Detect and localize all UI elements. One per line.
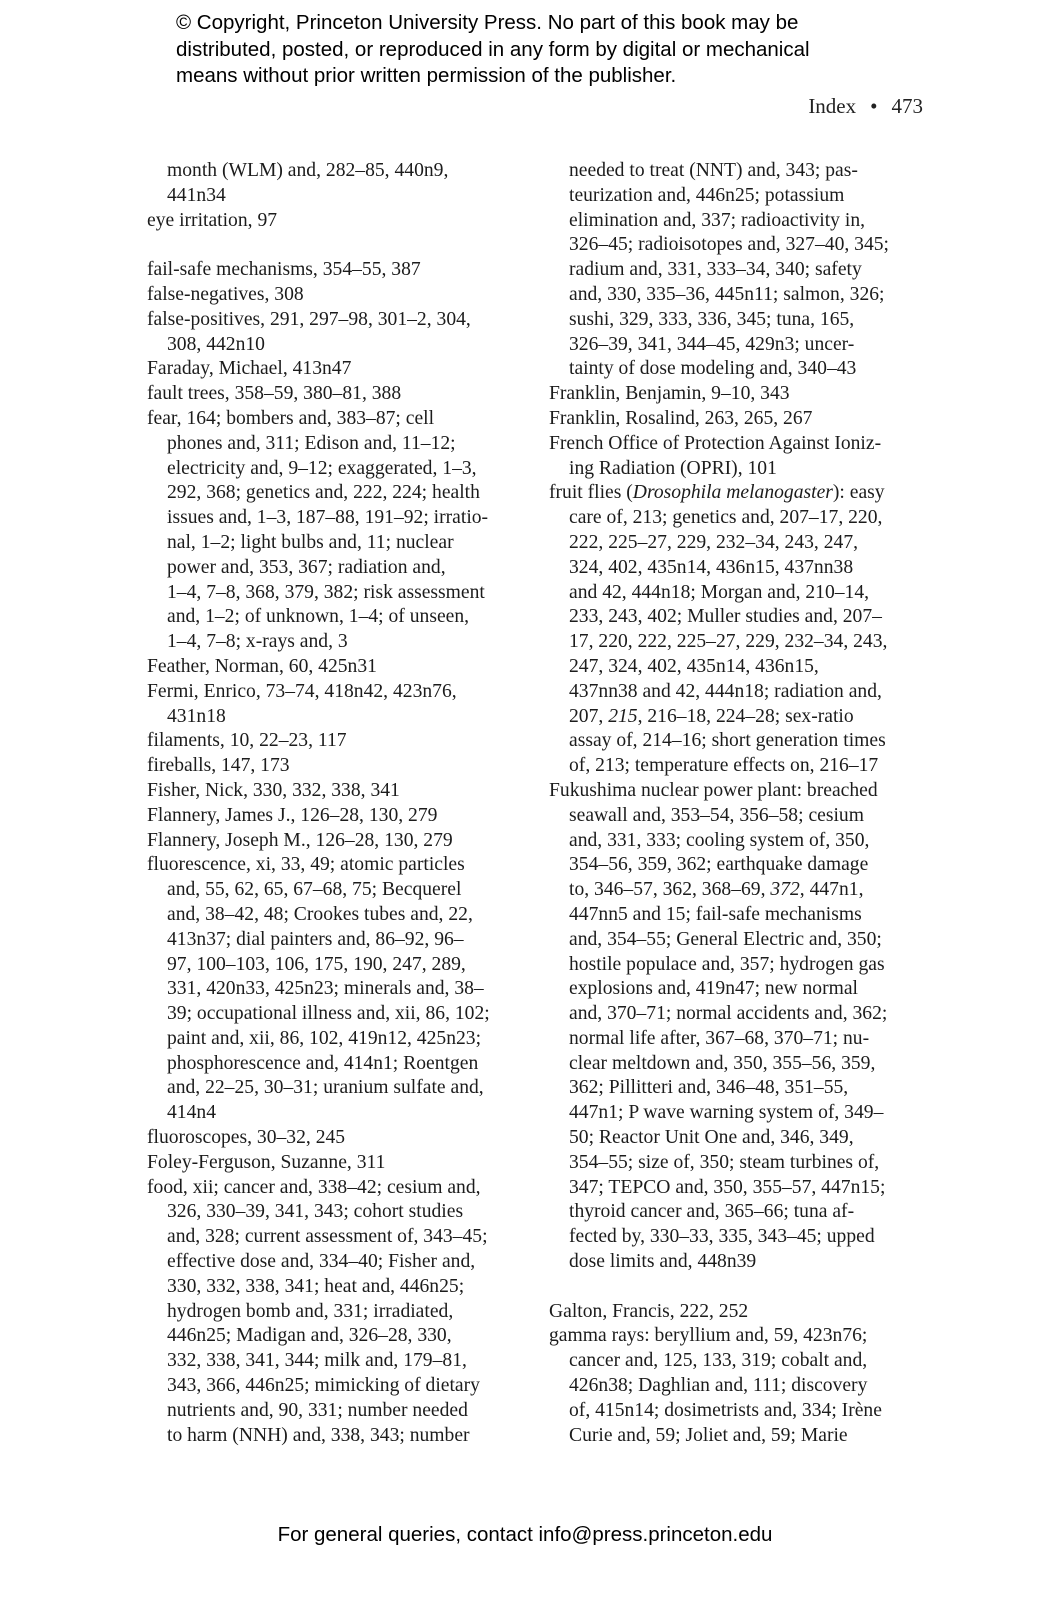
index-subentry-line: phosphorescence and, 414n1; Roentgen (167, 1052, 479, 1074)
index-entry-line: Foley-Ferguson, Suzanne, 311 (147, 1151, 386, 1173)
index-subentry-line: paint and, xii, 86, 102, 419n12, 425n23; (167, 1027, 482, 1049)
index-subentry-line: explosions and, 419n47; new normal (569, 978, 858, 1000)
index-subentry-line: 233, 243, 402; Muller studies and, 207– (569, 606, 882, 628)
index-entry-line: food, xii; cancer and, 338–42; cesium and, (147, 1176, 481, 1198)
index-subentry-line: and 42, 444n18; Morgan and, 210–14, (569, 581, 870, 603)
index-entry-line: Flannery, James J., 126–28, 130, 279 (147, 804, 438, 826)
index-subentry-line: and, 1–2; of unknown, 1–4; of unseen, (167, 606, 470, 628)
footer-contact: For general queries, contact info@press.princeton.edu (277, 1523, 773, 1546)
index-subentry-line: 331, 420n33, 425n23; minerals and, 38– (167, 978, 484, 1000)
index-subentry-line: 50; Reactor Unit One and, 346, 349, (569, 1127, 854, 1149)
index-subentry-line: 446n25; Madigan and, 326–28, 330, (167, 1325, 452, 1347)
index-subentry-line: 441n34 (167, 184, 226, 206)
index-entry-line: filaments, 10, 22–23, 117 (147, 730, 347, 752)
index-subentry-line: and, 328; current assessment of, 343–45; (167, 1226, 488, 1248)
index-subentry-line: thyroid cancer and, 365–66; tuna af- (569, 1201, 855, 1223)
index-subentry-line: 447nn5 and 15; fail-safe mechanisms (569, 903, 862, 925)
index-subentry-line: dose limits and, 448n39 (569, 1251, 757, 1273)
index-entry-line: fluorescence, xi, 33, 49; atomic particles (147, 854, 465, 876)
index-entry-line: fault trees, 358–59, 380–81, 388 (147, 383, 402, 405)
index-entry-line: fail-safe mechanisms, 354–55, 387 (147, 259, 421, 281)
index-subentry-line: sushi, 329, 333, 336, 345; tuna, 165, (569, 308, 855, 330)
index-subentry-line: 343, 366, 446n25; mimicking of dietary (167, 1375, 480, 1397)
index-subentry-line: and, 354–55; General Electric and, 350; (569, 928, 882, 950)
index-subentry-line: to, 346–57, 362, 368–69, 372, 447n1, (569, 879, 864, 901)
running-head (808, 94, 923, 119)
index-entry-line: fluoroscopes, 30–32, 245 (147, 1127, 346, 1149)
index-subentry-line: of, 213; temperature effects on, 216–17 (569, 755, 879, 777)
index-entry-line: Franklin, Benjamin, 9–10, 343 (549, 383, 790, 405)
index-subentry-line: needed to treat (NNT) and, 343; pas- (569, 160, 858, 181)
index-subentry-line: 1–4, 7–8, 368, 379, 382; risk assessment (167, 581, 485, 603)
index-subentry-line: 207, 215, 216–18, 224–28; sex-ratio (569, 705, 854, 727)
index-subentry-line: electricity and, 9–12; exaggerated, 1–3, (167, 457, 477, 479)
index-entry-line: Fermi, Enrico, 73–74, 418n42, 423n76, (147, 680, 457, 702)
index-entry-line: gamma rays: beryllium and, 59, 423n76; (549, 1325, 868, 1347)
index-column-right (549, 159, 939, 1448)
index-subentry-line: tainty of dose modeling and, 340–43 (569, 358, 857, 380)
copyright-notice (176, 10, 976, 90)
copyright-line: © Copyright, Princeton University Press. No part of this book may be (176, 11, 799, 34)
index-entry-line: Feather, Norman, 60, 425n31 (147, 655, 377, 677)
index-subentry-line: and, 55, 62, 65, 67–68, 75; Becquerel (167, 879, 462, 901)
index-subentry-line: 354–55; size of, 350; steam turbines of, (569, 1151, 880, 1173)
index-subentry-line: 1–4, 7–8; x-rays and, 3 (167, 631, 348, 653)
index-subentry-line: 362; Pillitteri and, 346–48, 351–55, (569, 1077, 849, 1099)
index-subentry-line: teurization and, 446n25; potassium (569, 184, 845, 206)
index-subentry-line: and, 38–42, 48; Crookes tubes and, 22, (167, 903, 473, 925)
index-subentry-line: 413n37; dial painters and, 86–92, 96– (167, 928, 464, 950)
index-subentry-line: 222, 225–27, 229, 232–34, 243, 247, (569, 531, 859, 553)
section-title: Index (808, 94, 857, 118)
index-subentry-line: Curie and, 59; Joliet and, 59; Marie (569, 1424, 848, 1446)
index-subentry-line: 330, 332, 338, 341; heat and, 446n25; (167, 1275, 465, 1297)
index-subentry-line: fected by, 330–33, 335, 343–45; upped (569, 1226, 875, 1248)
index-subentry-line: 326–45; radioisotopes and, 327–40, 345; (569, 234, 890, 256)
bullet-separator: • (870, 94, 878, 118)
index-subentry-line: assay of, 214–16; short generation times (569, 730, 886, 752)
index-subentry-line: clear meltdown and, 350, 355–56, 359, (569, 1052, 876, 1074)
index-entry-line: Galton, Francis, 222, 252 (549, 1300, 749, 1322)
index-subentry-line: 426n38; Daghlian and, 111; discovery (569, 1375, 868, 1397)
letter-group-gap (147, 233, 532, 258)
index-subentry-line: of, 415n14; dosimetrists and, 334; Irène (569, 1399, 882, 1421)
index-subentry-line: and, 22–25, 30–31; uranium sulfate and, (167, 1077, 484, 1099)
index-subentry-line: and, 330, 335–36, 445n11; salmon, 326; (569, 283, 885, 305)
index-subentry-line: 354–56, 359, 362; earthquake damage (569, 854, 869, 876)
index-entry-line: Faraday, Michael, 413n47 (147, 358, 352, 380)
index-subentry-line: 431n18 (167, 705, 226, 727)
index-subentry-line: hostile populace and, 357; hydrogen gas (569, 953, 885, 975)
index-subentry-line: 97, 100–103, 106, 175, 190, 247, 289, (167, 953, 466, 975)
index-entry-line: Fukushima nuclear power plant: breached (549, 779, 878, 801)
index-subentry-line: 332, 338, 341, 344; milk and, 179–81, (167, 1350, 467, 1372)
index-subentry-line: power and, 353, 367; radiation and, (167, 556, 446, 578)
index-subentry-line: ing Radiation (OPRI), 101 (569, 457, 777, 479)
index-subentry-line: radium and, 331, 333–34, 340; safety (569, 259, 862, 281)
index-entry-line: false-negatives, 308 (147, 283, 304, 305)
index-subentry-line: 308, 442n10 (167, 333, 265, 355)
index-subentry-line: issues and, 1–3, 187–88, 191–92; irratio- (167, 507, 489, 529)
index-entry-line: French Office of Protection Against Ioniz- (549, 432, 882, 454)
index-subentry-line: month (WLM) and, 282–85, 440n9, (167, 160, 449, 181)
index-subentry-line: nutrients and, 90, 331; number needed (167, 1399, 468, 1421)
index-subentry-line: 324, 402, 435n14, 436n15, 437nn38 (569, 556, 854, 578)
index-subentry-line: 326, 330–39, 341, 343; cohort studies (167, 1201, 464, 1223)
index-entry-line: fruit flies (Drosophila melanogaster): easy (549, 482, 885, 504)
index-subentry-line: to harm (NNH) and, 338, 343; number (167, 1424, 470, 1446)
index-subentry-line: 247, 324, 402, 435n14, 436n15, (569, 655, 819, 677)
index-subentry-line: nal, 1–2; light bulbs and, 11; nuclear (167, 531, 454, 553)
index-subentry-line: normal life after, 367–68, 370–71; nu- (569, 1027, 870, 1049)
index-entry-line: Flannery, Joseph M., 126–28, 130, 279 (147, 829, 453, 851)
index-subentry-line: 437nn38 and 42, 444n18; radiation and, (569, 680, 882, 702)
index-subentry-line: and, 370–71; normal accidents and, 362; (569, 1003, 888, 1025)
page-number: 473 (891, 94, 923, 118)
index-subentry-line: 347; TEPCO and, 350, 355–57, 447n15; (569, 1176, 886, 1198)
index-subentry-line: elimination and, 337; radioactivity in, (569, 209, 866, 231)
index-subentry-line: seawall and, 353–54, 356–58; cesium (569, 804, 864, 826)
index-subentry-line: 292, 368; genetics and, 222, 224; health (167, 482, 480, 504)
index-subentry-line: effective dose and, 334–40; Fisher and, (167, 1251, 476, 1273)
index-entry-line: fear, 164; bombers and, 383–87; cell (147, 407, 435, 429)
index-subentry-line: hydrogen bomb and, 331; irradiated, (167, 1300, 454, 1322)
index-subentry-line: and, 331, 333; cooling system of, 350, (569, 829, 870, 851)
letter-group-gap (549, 1275, 939, 1300)
index-subentry-line: phones and, 311; Edison and, 11–12; (167, 432, 456, 454)
index-subentry-line: 447n1; P wave warning system of, 349– (569, 1102, 884, 1124)
index-subentry-line: care of, 213; genetics and, 207–17, 220, (569, 507, 883, 529)
index-entry-line: eye irritation, 97 (147, 209, 278, 231)
index-column-left (147, 159, 532, 1448)
index-entry-line: false-positives, 291, 297–98, 301–2, 304, (147, 308, 471, 330)
index-entry-line: Fisher, Nick, 330, 332, 338, 341 (147, 779, 400, 801)
index-subentry-line: 17, 220, 222, 225–27, 229, 232–34, 243, (569, 631, 888, 653)
index-subentry-line: 414n4 (167, 1102, 216, 1124)
index-subentry-line: cancer and, 125, 133, 319; cobalt and, (569, 1350, 868, 1372)
index-subentry-line: 326–39, 341, 344–45, 429n3; uncer- (569, 333, 855, 355)
copyright-line: distributed, posted, or reproduced in any form by digital or mechanical (176, 37, 810, 61)
index-entry-line: fireballs, 147, 173 (147, 755, 290, 777)
index-entry-line: Franklin, Rosalind, 263, 265, 267 (549, 407, 813, 429)
index-subentry-line: 39; occupational illness and, xii, 86, 102; (167, 1003, 490, 1025)
copyright-line: means without prior written permission of the publisher. (176, 64, 677, 87)
